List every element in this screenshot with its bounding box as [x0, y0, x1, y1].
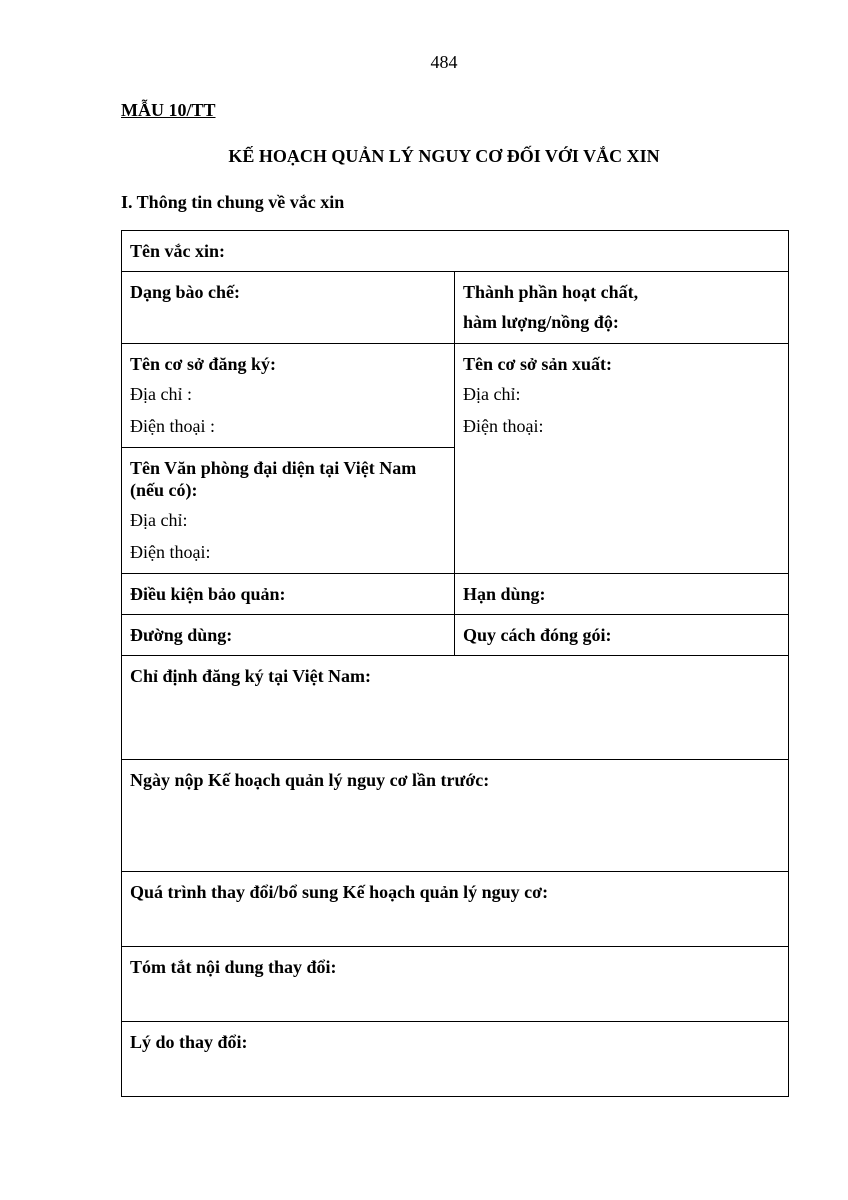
representative-office-phone-label: Điện thoại:: [130, 542, 211, 562]
table-row: [122, 872, 789, 947]
shelf-life-cell: [455, 574, 789, 615]
indication-label: Chỉ định đăng ký tại Việt Nam:: [130, 666, 372, 686]
route-label: Đường dùng:: [130, 625, 233, 645]
dosage-form-cell: [122, 272, 455, 344]
table-row: [122, 344, 789, 448]
table-row: [122, 947, 789, 1022]
active-ingredient-label: Thành phần hoạt chất,: [463, 282, 639, 302]
registrant-address-label: Địa chỉ :: [130, 384, 192, 404]
previous-submission-cell: [122, 760, 789, 872]
active-ingredient-cell: [455, 272, 789, 344]
representative-office-cell: [122, 448, 455, 574]
indication-cell: [122, 656, 789, 760]
vaccine-name-label: Tên vắc xin:: [130, 241, 226, 261]
table-row: [122, 574, 789, 615]
section-heading: I. Thông tin chung về vắc xin: [121, 192, 345, 212]
registrant-phone-label: Điện thoại :: [130, 416, 215, 436]
manufacturer-address-label: Địa chỉ:: [463, 384, 521, 404]
change-reason-cell: [122, 1022, 789, 1097]
shelf-life-label: Hạn dùng:: [463, 584, 546, 604]
manufacturer-cell: [455, 344, 789, 574]
change-summary-cell: [122, 947, 789, 1022]
vaccine-info-table: [121, 230, 789, 1097]
table-row: [122, 760, 789, 872]
packaging-cell: [455, 615, 789, 656]
change-history-cell: [122, 872, 789, 947]
table-row: [122, 656, 789, 760]
representative-office-address-label: Địa chỉ:: [130, 510, 188, 530]
form-code: MẪU 10/TT: [121, 100, 216, 120]
change-reason-label: Lý do thay đổi:: [130, 1032, 248, 1052]
form-title: KẾ HOẠCH QUẢN LÝ NGUY CƠ ĐỐI VỚI VẮC XIN: [228, 146, 660, 166]
concentration-label: hàm lượng/nồng độ:: [463, 312, 619, 332]
table-row: [122, 272, 789, 344]
manufacturer-name-label: Tên cơ sở sản xuất:: [463, 354, 612, 374]
dosage-form-label: Dạng bào chế:: [130, 282, 241, 302]
page-number: 484: [430, 52, 458, 72]
previous-submission-label: Ngày nộp Kế hoạch quản lý nguy cơ lần trước:: [130, 770, 490, 790]
table-row: [122, 615, 789, 656]
manufacturer-phone-label: Điện thoại:: [463, 416, 544, 436]
registrant-cell: [122, 344, 455, 448]
route-cell: [122, 615, 455, 656]
storage-conditions-cell: [122, 574, 455, 615]
change-summary-label: Tóm tắt nội dung thay đổi:: [130, 957, 337, 977]
registrant-name-label: Tên cơ sở đăng ký:: [130, 354, 276, 374]
representative-office-name-label: Tên Văn phòng đại diện tại Việt Nam (nếu có):: [130, 458, 417, 500]
storage-conditions-label: Điều kiện bảo quản:: [130, 584, 286, 604]
table-row: [122, 1022, 789, 1097]
vaccine-name-cell: [122, 231, 789, 272]
packaging-label: Quy cách đóng gói:: [463, 625, 612, 645]
table-row: [122, 231, 789, 272]
change-history-label: Quá trình thay đổi/bổ sung Kế hoạch quản lý nguy cơ:: [130, 882, 549, 902]
